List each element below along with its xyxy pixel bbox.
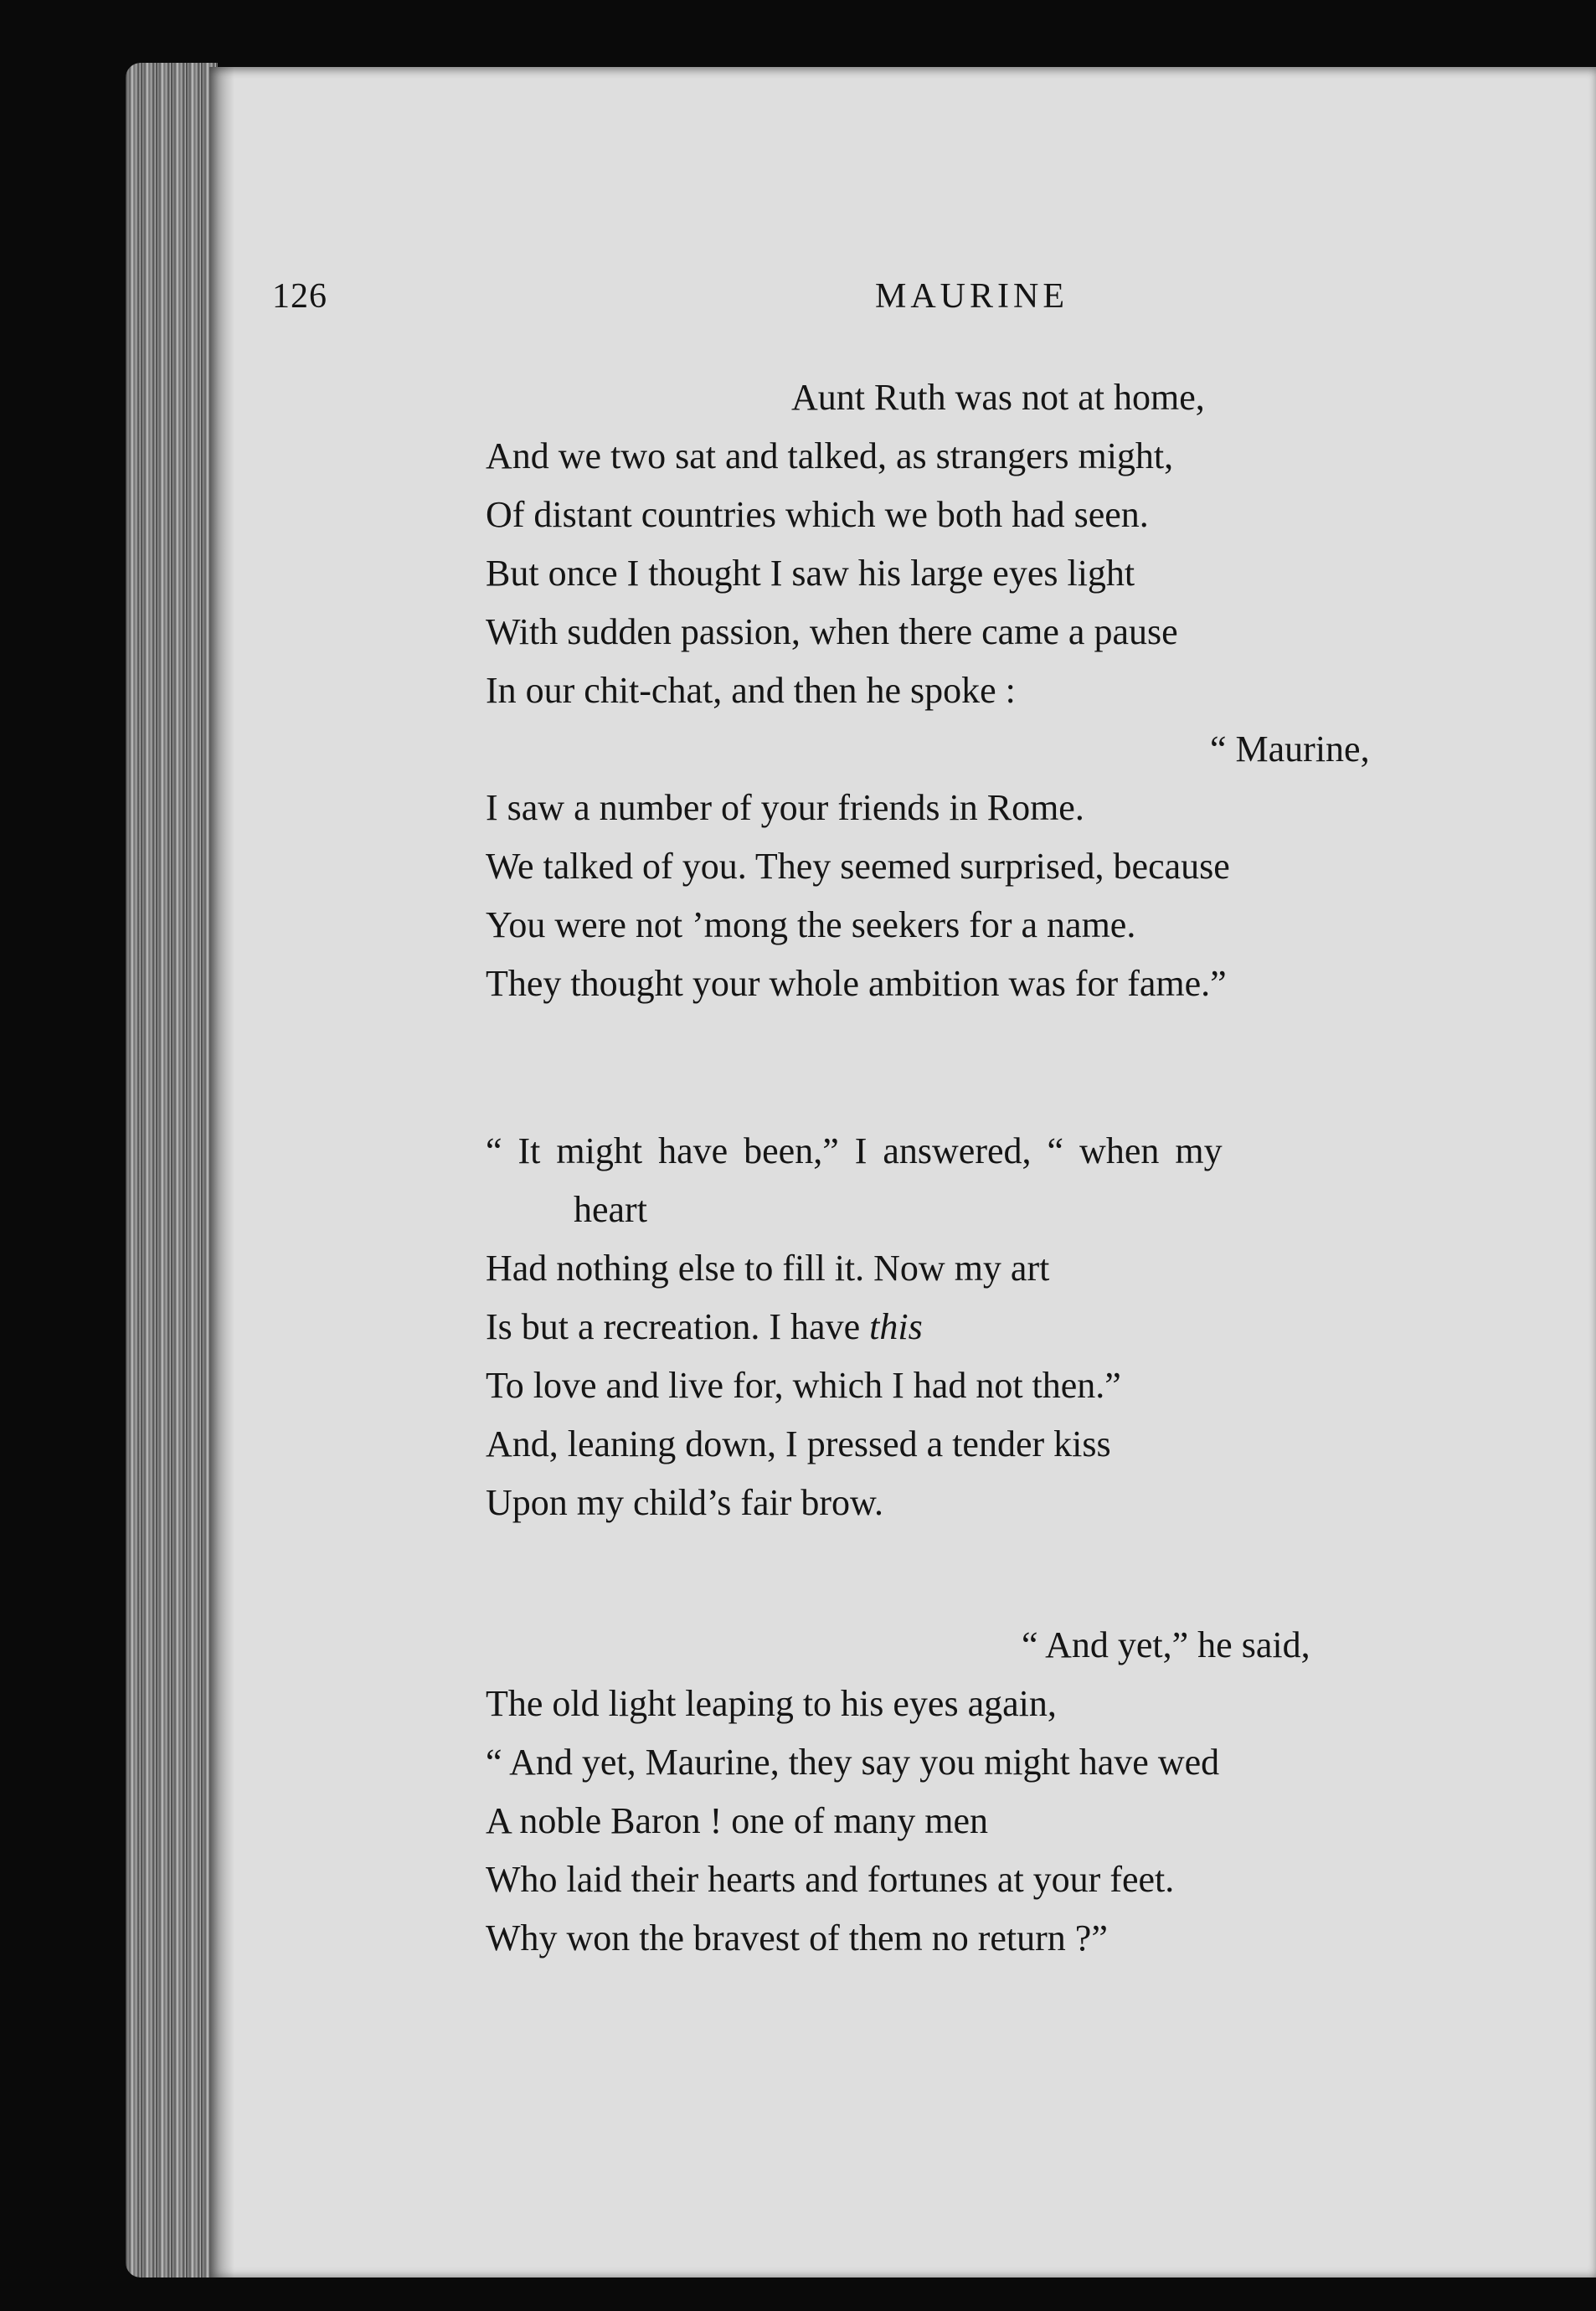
verse-line: We talked of you. They seemed surprised, because bbox=[486, 846, 1230, 887]
verse-line: Upon my child’s fair brow. bbox=[486, 1482, 883, 1523]
verse-line: Aunt Ruth was not at home, bbox=[791, 377, 1205, 418]
verse-line: The old light leaping to his eyes again, bbox=[486, 1683, 1057, 1724]
verse-line: Had nothing else to fill it. Now my art bbox=[486, 1248, 1050, 1289]
verse-line: But once I thought I saw his large eyes light bbox=[486, 553, 1135, 594]
verse-line-text: Is but a recreation. I have bbox=[486, 1306, 861, 1347]
running-head bbox=[272, 276, 1361, 327]
verse-line: Of distant countries which we both had seen. bbox=[486, 494, 1149, 535]
gutter-shadow bbox=[209, 67, 234, 2278]
verse-line: And we two sat and talked, as strangers might, bbox=[486, 435, 1174, 476]
verse-line: In our chit-chat, and then he spoke : bbox=[486, 670, 1016, 711]
running-title: MAURINE bbox=[875, 277, 1068, 316]
verse-line: Who laid their hearts and fortunes at your feet. bbox=[486, 1859, 1175, 1900]
verse-line: “ And yet, Maurine, they say you might have wed bbox=[486, 1742, 1220, 1783]
verse-line: “ It might have been,” I answered, “ when my bbox=[486, 1130, 1223, 1171]
verse-line: “ Maurine, bbox=[1210, 728, 1370, 769]
verse-line: Why won the bravest of them no return ?” bbox=[486, 1917, 1108, 1958]
verse-line: “ And yet,” he said, bbox=[1022, 1624, 1310, 1665]
verse-line bbox=[486, 1298, 923, 1356]
verse-line: They thought your whole ambition was for fame.” bbox=[486, 963, 1227, 1004]
verse-line: A noble Baron ! one of many men bbox=[486, 1800, 988, 1841]
verse-line: With sudden passion, when there came a pause bbox=[486, 611, 1178, 652]
verse-line: To love and live for, which I had not then.” bbox=[486, 1365, 1121, 1406]
emphasized-word: this bbox=[869, 1306, 923, 1347]
verse-line: And, leaning down, I pressed a tender kiss bbox=[486, 1423, 1111, 1464]
verse-line: heart bbox=[574, 1189, 647, 1230]
verse-line: You were not ’mong the seekers for a name. bbox=[486, 904, 1136, 945]
page-number: 126 bbox=[272, 277, 327, 316]
verse-line: I saw a number of your friends in Rome. bbox=[486, 787, 1084, 828]
book-page-edges bbox=[126, 63, 218, 2278]
